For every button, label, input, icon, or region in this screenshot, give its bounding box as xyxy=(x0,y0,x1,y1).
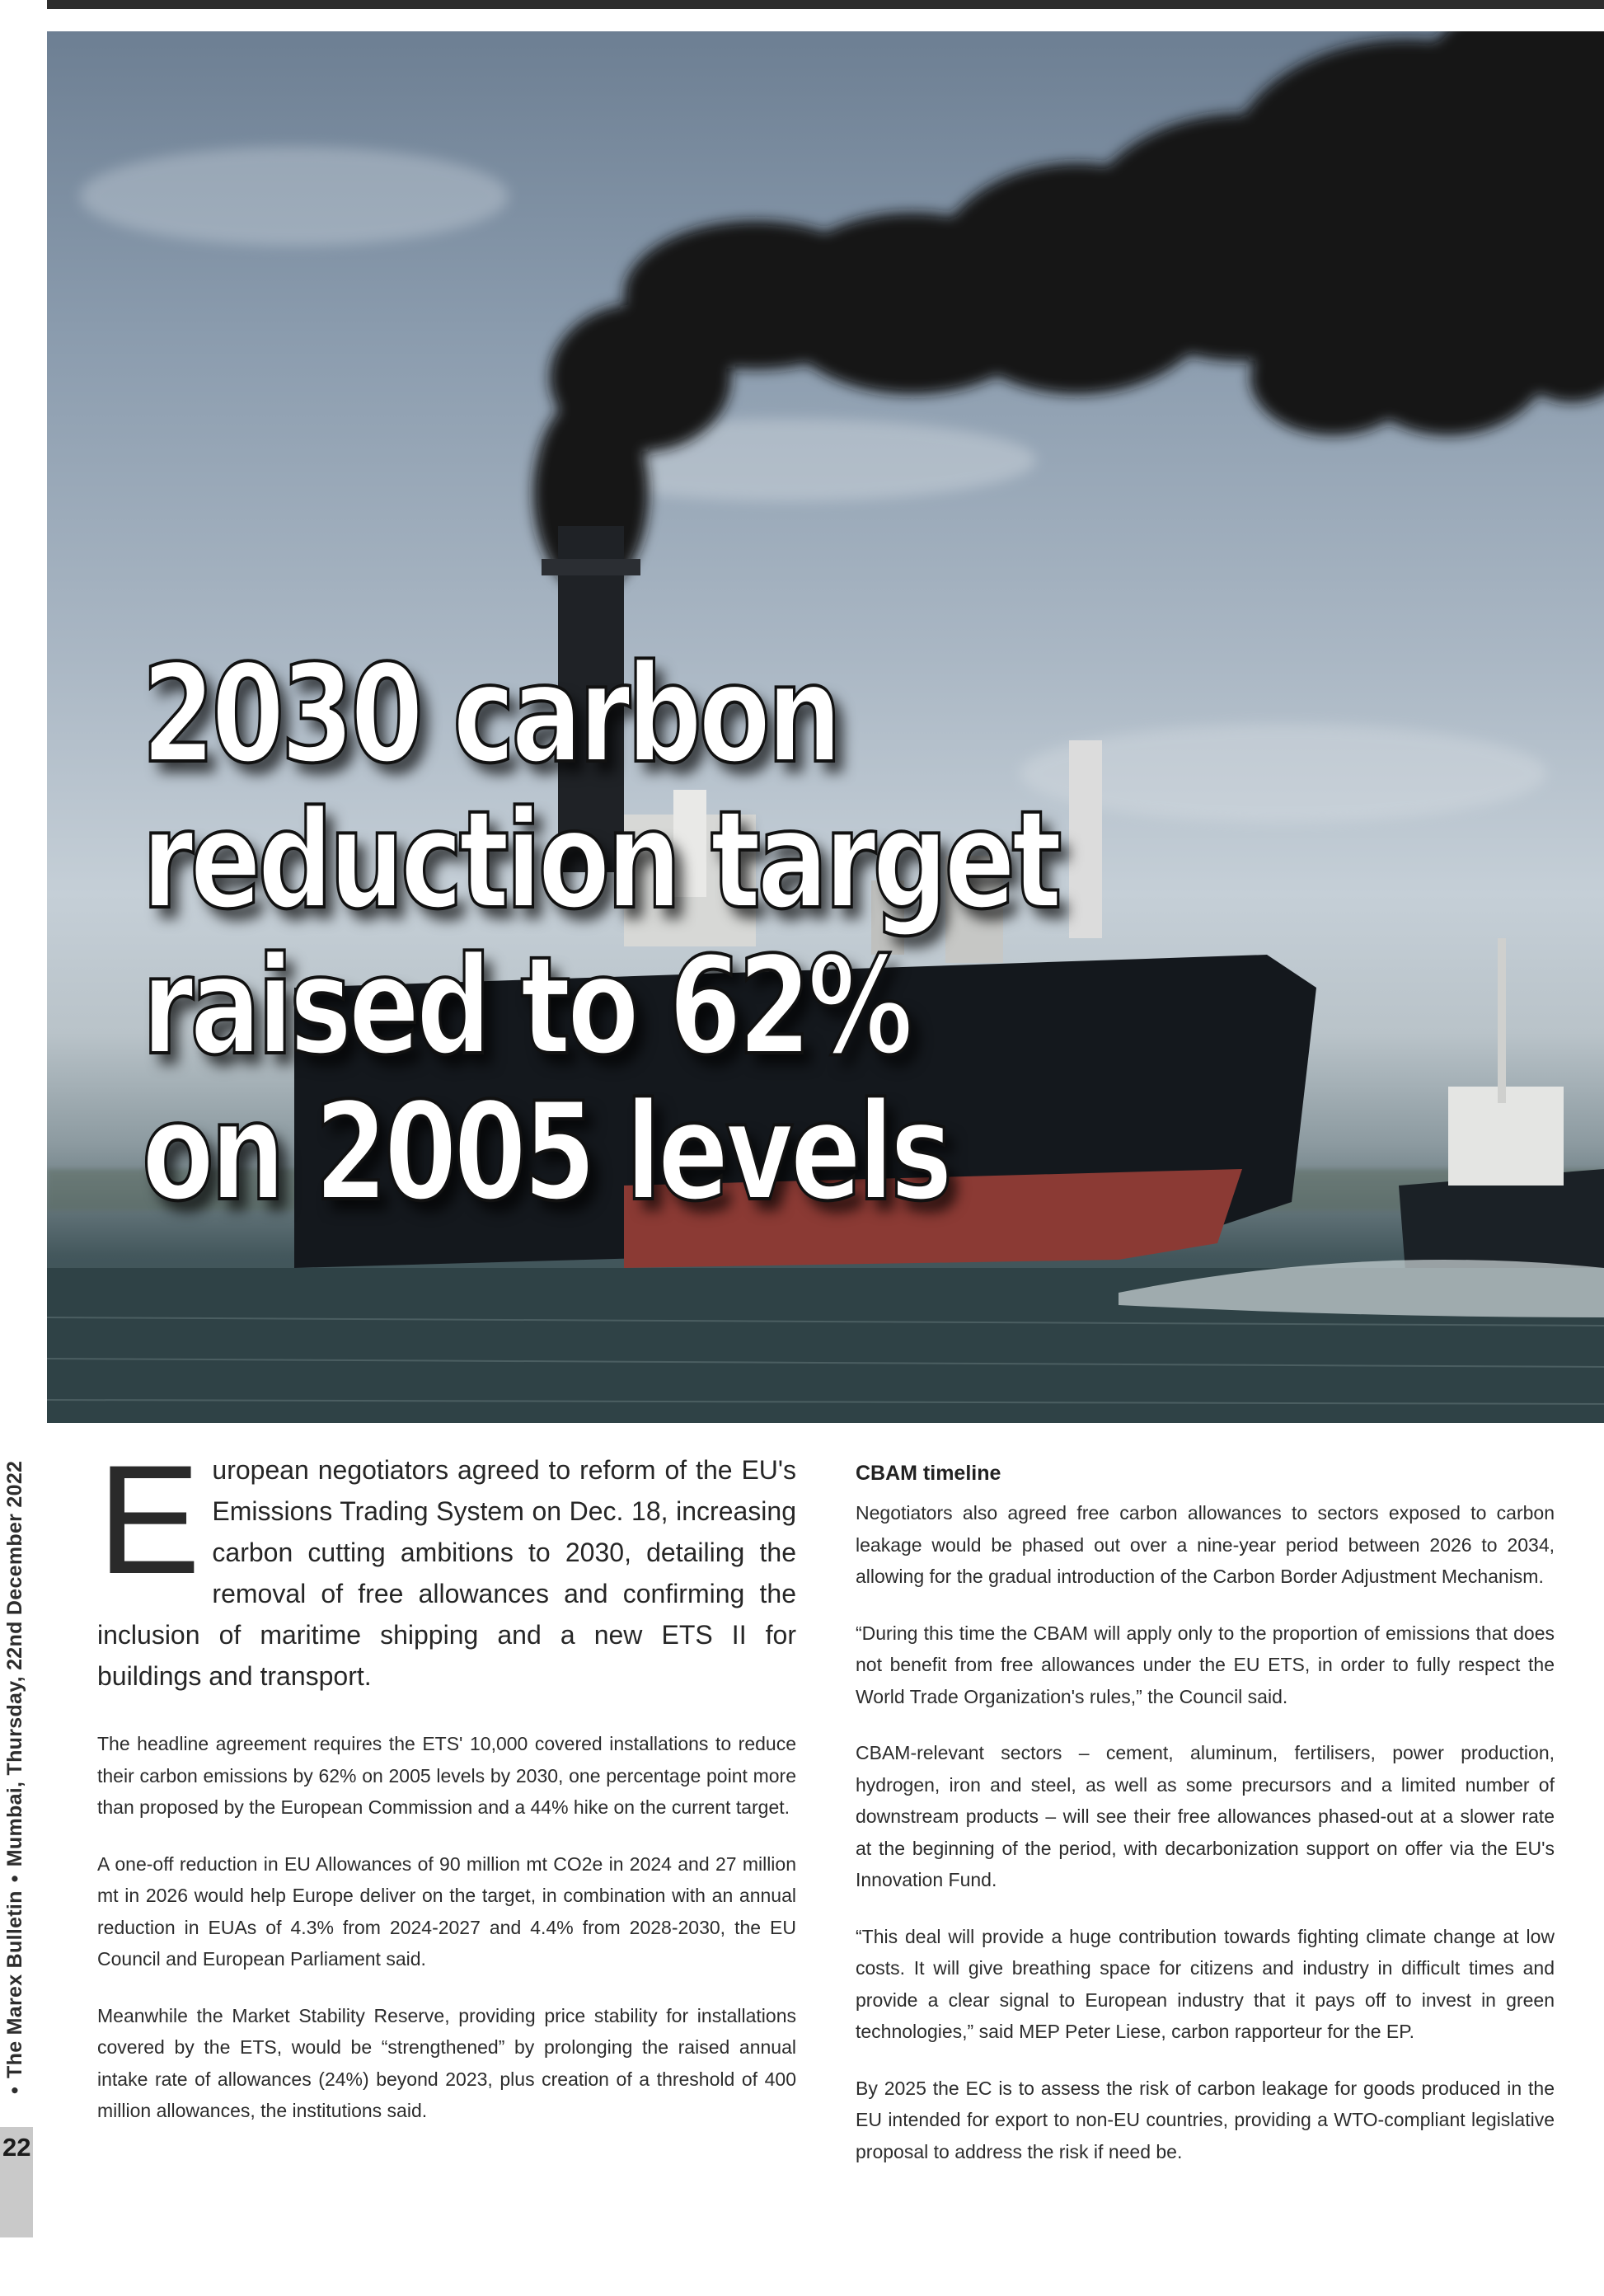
separator-bullet: • xyxy=(3,1875,26,1883)
headline xyxy=(142,636,1058,1231)
page-number: 22 xyxy=(2,2133,31,2162)
top-rule xyxy=(47,0,1604,9)
body-paragraph: Meanwhile the Market Stability Reserve, providing price stability for installations covered by the ETS, would be “strengthened” by prolonging the raised annual intake rate of allowances (24%) beyond 2023, plus creation of a threshold of 400 million allowances, the institutions said. xyxy=(97,2004,796,2121)
article-lead xyxy=(97,1433,796,1697)
publication-name: The Marex Bulletin xyxy=(3,1890,26,2078)
running-footer-vertical xyxy=(3,1461,27,2102)
body-paragraph: “This deal will provide a huge contribution towards fighting climate change at low costs. It will give breathing space for citizens and industry in difficult times and provide a clear signal to European industry that it pays off to invest in green technologies,” said MEP Peter Liese, carbon rapporteur for the EP. xyxy=(856,1925,1555,2042)
section-subhead: CBAM timeline xyxy=(856,1462,1001,1485)
hero-photo xyxy=(47,31,1604,1423)
body-paragraph: By 2025 the EC is to assess the risk of carbon leakage for goods produced in the EU intended for export to non-EU countries, providing a WTO-compliant legislative proposal to address the risk if need be. xyxy=(856,2077,1555,2162)
body-paragraph: A one-off reduction in EU Allowances of 90 million mt CO2e in 2024 and 27 million mt in 2026 would help Europe deliver on the target, in combination with an annual reduction in EUAs of 4.3% from 2024-2027 and 4.4% from 2028-2030, the EU Council and European Parliament said. xyxy=(97,1852,796,1970)
body-paragraph: CBAM-relevant sectors – cement, aluminum, fertilisers, power production, hydrogen, iron and steel, as well as some precursors and a limited number of downstream products – will see their free allowances phased-out at a slower rate at the beginning of the period, with decarbonization support on offer via the EU's Innovation Fund. xyxy=(856,1742,1555,1890)
article-left-column xyxy=(97,1433,796,2152)
separator-bullet: • xyxy=(3,2086,26,2094)
article-right-column xyxy=(856,1459,1555,2192)
headline-line: raised to 62% xyxy=(142,927,910,1085)
headline-line: on 2005 levels xyxy=(142,1073,950,1231)
body-paragraph: “During this time the CBAM will apply only to the proportion of emissions that does not benefit from free allowances under the EU ETS, in order to fully respect the World Trade Organization's rules,” the Council said. xyxy=(856,1622,1555,1707)
headline-line: 2030 carbon xyxy=(142,636,838,793)
body-paragraph: Negotiators also agreed free carbon allowances to sectors exposed to carbon leakage would be phased out over a nine-year period between 2026 to 2034, allowing for the gradual introduction of the Carbon Border Adjustment Mechanism. xyxy=(856,1502,1555,1587)
body-paragraph: The headline agreement requires the ETS' 10,000 covered installations to reduce their carbon emissions by 62% on 2005 levels by 2030, one percentage point more than proposed by the European Commission and a 44% hike on the current target. xyxy=(97,1733,796,1818)
publication-location-date: Mumbai, Thursday, 22nd December 2022 xyxy=(3,1460,26,1867)
lead-text: uropean negotiators agreed to reform of the EU's Emissions Trading System on Dec. 18, increasing carbon cutting ambitions to 2030, detailing the removal of free allowances and confirming the inclusion of maritime shipping and a new ETS II for buildings and transport. xyxy=(97,1455,796,1691)
dropcap: E xyxy=(97,1433,201,1606)
headline-line: reduction target xyxy=(142,782,1058,939)
